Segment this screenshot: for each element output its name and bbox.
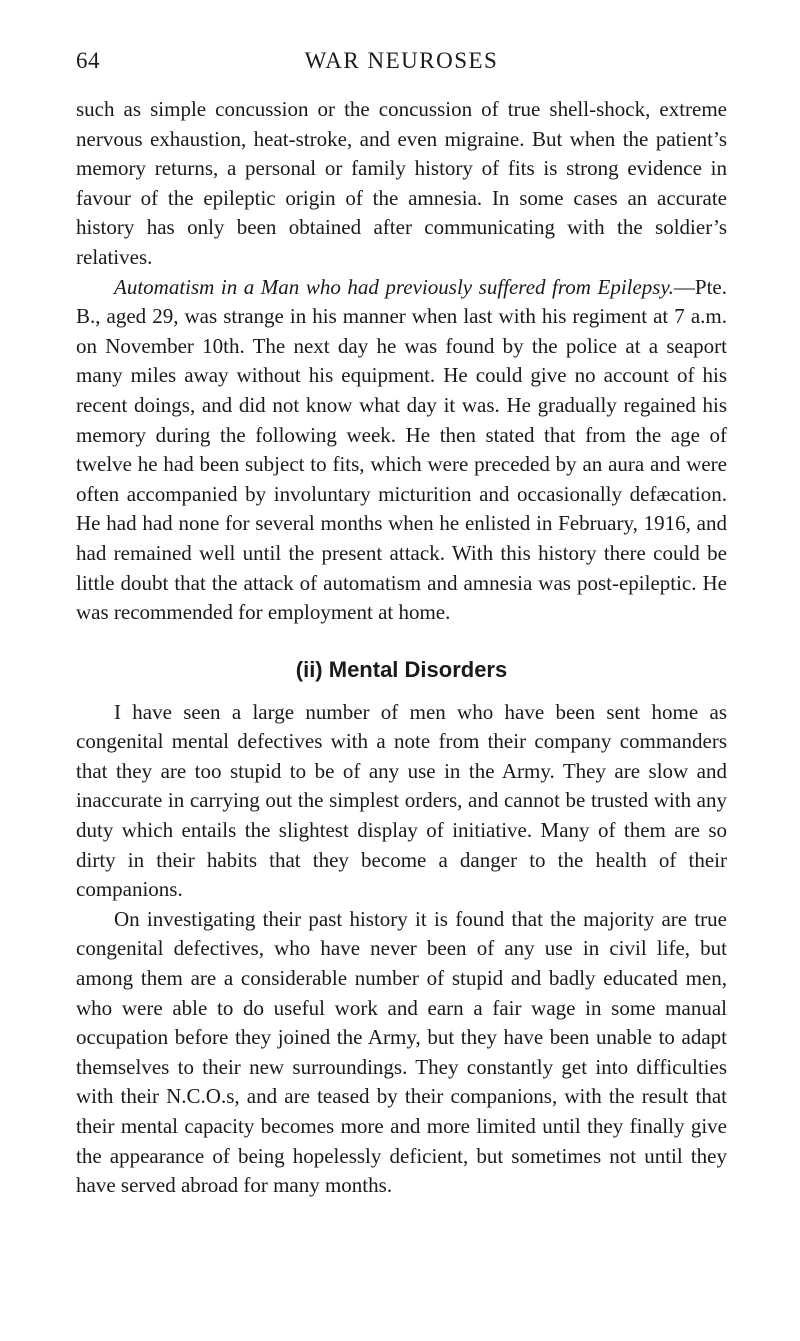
paragraph-past-history: On investigating their past history it is found that the majority are true congenital defectives, who have never been of any use in civil life, but among them are a considerable number of stupid and badly educated men, who were able to do useful work and earn a fair wage in some manual occupation before they joined the Army, but they have been unable to adapt themselves to their new surroundings. They constantly get into difficulties with their N.C.O.s, and are teased by their companions, with the result that their mental capacity becomes more and more limited until they finally give the appearance of being hopelessly deficient, but sometimes not until they have served abroad for many months. bbox=[76, 906, 727, 1198]
case-body: —Pte. B., aged 29, was strange in his manner when last with his regiment at 7 a.m. on November 10th. The next day he was found by the police at a seaport many miles away without his equipment. He could give no account of his recent doings, and did not know what day it was. He gradually regained his memory during the following week. He then stated that from the age of twelve he had been subject to fits, which were preceded by an aura and were often accompanied by involuntary micturition and occasionally defæcation. He had had none for several months when he enlisted in February, 1916, and had remained well until the present attack. With this history there could be little doubt that the attack of automatism and amnesia was post-epileptic. He was recommended for employment at home. bbox=[76, 274, 727, 625]
paragraph-mental-defectives: I have seen a large number of men who have been sent home as congenital mental defectives with a note from their company commanders that they are too stupid to be of any use in the Army. They are slow and inaccurate in carrying out the simplest orders, and cannot be trusted with any duty which entails the slightest display of initiative. Many of them are so dirty in their habits that they become a danger to the health of their companions. bbox=[76, 699, 727, 902]
page-header bbox=[76, 48, 727, 78]
paragraph-continuation: such as simple concussion or the concussion of true shell-shock, extreme nervous exhaustion, heat-stroke, and even migraine. But when the patient’s memory returns, a personal or family history of fits is strong evidence in favour of the epileptic origin of the amnesia. In some cases an accurate history has only been obtained after communicating with the soldier’s relatives. bbox=[76, 97, 727, 269]
running-head: WAR NEUROSES bbox=[304, 48, 499, 73]
case-paragraph bbox=[76, 273, 727, 628]
body-text bbox=[76, 95, 727, 1201]
page-number: 64 bbox=[76, 48, 100, 73]
case-title: Automatism in a Man who had previously suffered from Epilepsy. bbox=[114, 274, 674, 299]
section-heading: (ii) Mental Disorders bbox=[295, 656, 508, 682]
